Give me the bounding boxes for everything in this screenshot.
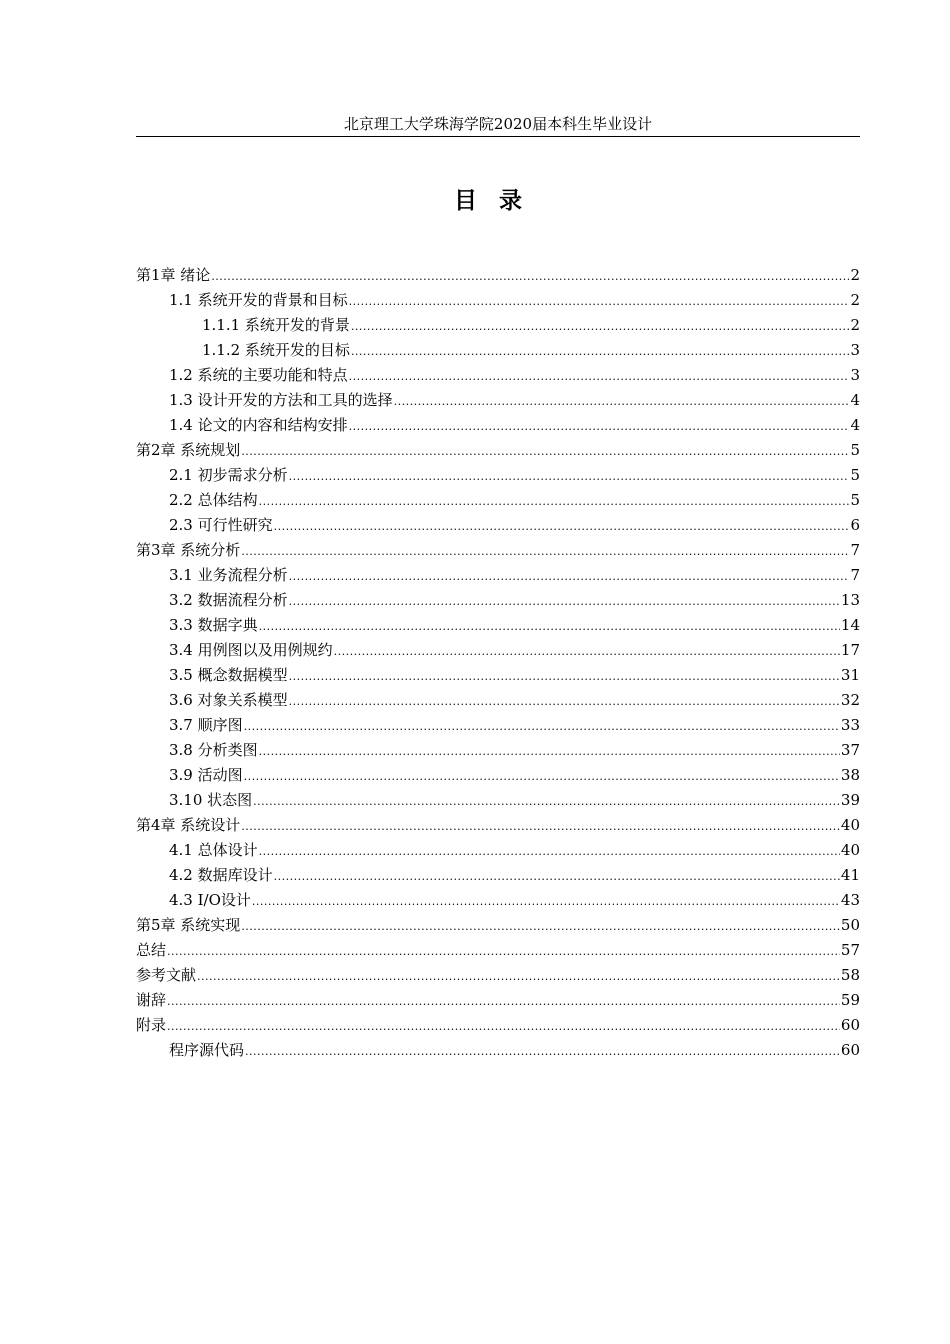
toc-entry[interactable]: [136, 788, 860, 813]
toc-entry-label: 3.8 分析类图: [169, 741, 258, 759]
toc-entry-label: 程序源代码: [169, 1041, 245, 1059]
toc-entry-label: 1.1 系统开发的背景和目标: [169, 291, 348, 309]
toc-dot-leader: [289, 664, 840, 689]
toc-entry[interactable]: [136, 688, 860, 713]
toc-entry-page-number: 13: [840, 591, 860, 609]
toc-entry-page-number: 5: [850, 466, 860, 484]
toc-entry-page-number: 33: [840, 716, 860, 734]
toc-dot-leader: [197, 964, 840, 989]
toc-entry[interactable]: [136, 288, 860, 313]
toc-entry-label: 2.1 初步需求分析: [169, 466, 288, 484]
toc-dot-leader: [241, 814, 840, 839]
toc-dot-leader: [241, 914, 840, 939]
toc-entry-page-number: 7: [850, 566, 860, 584]
toc-entry[interactable]: [136, 363, 860, 388]
toc-entry-page-number: 4: [850, 416, 860, 434]
running-title: 北京理工大学珠海学院2020届本科生毕业设计: [343, 115, 653, 133]
toc-entry-label: 3.1 业务流程分析: [169, 566, 288, 584]
toc-entry-page-number: 41: [840, 866, 860, 884]
toc-entry[interactable]: [136, 513, 860, 538]
toc-entry-page-number: 6: [850, 516, 860, 534]
toc-entry-label: 2.3 可行性研究: [169, 516, 273, 534]
toc-entry-page-number: 59: [840, 991, 860, 1009]
toc-entry[interactable]: [136, 563, 860, 588]
toc-entry[interactable]: [136, 713, 860, 738]
toc-entry-page-number: 32: [840, 691, 860, 709]
toc-entry-page-number: 17: [840, 641, 860, 659]
toc-entry-label: 谢辞: [136, 991, 167, 1009]
toc-entry-page-number: 50: [840, 916, 860, 934]
toc-entry-label: 第5章 系统实现: [136, 916, 241, 934]
toc-dot-leader: [351, 339, 850, 364]
toc-entry[interactable]: [136, 263, 860, 288]
toc-entry-label: 4.3 I/O设计: [169, 891, 251, 909]
toc-entry-label: 第3章 系统分析: [136, 541, 241, 559]
toc-entry-label: 3.4 用例图以及用例规约: [169, 641, 333, 659]
toc-entry[interactable]: [136, 488, 860, 513]
toc-entry-page-number: 60: [840, 1016, 860, 1034]
toc-dot-leader: [241, 539, 849, 564]
toc-dot-leader: [334, 639, 840, 664]
toc-entry[interactable]: [136, 588, 860, 613]
toc-entry-page-number: 3: [850, 341, 860, 359]
toc-dot-leader: [244, 764, 840, 789]
toc-entry-page-number: 5: [850, 491, 860, 509]
toc-entry-page-number: 2: [850, 266, 860, 284]
toc-entry[interactable]: [136, 413, 860, 438]
toc-entry[interactable]: [136, 913, 860, 938]
toc-entry[interactable]: [136, 638, 860, 663]
toc-entry-page-number: 43: [840, 891, 860, 909]
toc-entry-page-number: 40: [840, 816, 860, 834]
toc-entry-page-number: 14: [840, 616, 860, 634]
toc-entry-page-number: 40: [840, 841, 860, 859]
table-of-contents: [136, 263, 860, 1063]
toc-dot-leader: [241, 439, 849, 464]
toc-dot-leader: [394, 389, 850, 414]
toc-dot-leader: [274, 864, 840, 889]
toc-entry[interactable]: [136, 313, 860, 338]
toc-entry[interactable]: [136, 463, 860, 488]
toc-dot-leader: [167, 939, 840, 964]
toc-entry-label: 第4章 系统设计: [136, 816, 241, 834]
toc-dot-leader: [167, 1014, 840, 1039]
toc-entry-label: 3.2 数据流程分析: [169, 591, 288, 609]
toc-entry-label: 1.1.1 系统开发的背景: [202, 316, 350, 334]
toc-entry-label: 1.4 论文的内容和结构安排: [169, 416, 348, 434]
toc-entry-page-number: 60: [840, 1041, 860, 1059]
toc-entry[interactable]: [136, 838, 860, 863]
toc-entry[interactable]: [136, 938, 860, 963]
page-header: [136, 114, 860, 137]
toc-entry-label: 4.2 数据库设计: [169, 866, 273, 884]
toc-entry-label: 3.9 活动图: [169, 766, 243, 784]
toc-entry-label: 3.6 对象关系模型: [169, 691, 288, 709]
toc-dot-leader: [259, 489, 850, 514]
toc-entry[interactable]: [136, 813, 860, 838]
toc-entry[interactable]: [136, 1013, 860, 1038]
toc-dot-leader: [274, 514, 850, 539]
toc-dot-leader: [211, 264, 849, 289]
toc-entry-page-number: 7: [850, 541, 860, 559]
toc-entry[interactable]: [136, 738, 860, 763]
toc-dot-leader: [167, 989, 840, 1014]
toc-dot-leader: [259, 739, 840, 764]
toc-entry-page-number: 5: [850, 441, 860, 459]
toc-entry-label: 2.2 总体结构: [169, 491, 258, 509]
toc-entry-page-number: 31: [840, 666, 860, 684]
toc-dot-leader: [289, 464, 850, 489]
toc-dot-leader: [349, 414, 850, 439]
toc-dot-leader: [289, 689, 840, 714]
toc-dot-leader: [244, 714, 840, 739]
toc-entry[interactable]: [136, 1038, 860, 1063]
toc-entry-label: 附录: [136, 1016, 167, 1034]
toc-dot-leader: [289, 564, 850, 589]
toc-entry-label: 1.3 设计开发的方法和工具的选择: [169, 391, 393, 409]
toc-entry-page-number: 4: [850, 391, 860, 409]
toc-entry-label: 4.1 总体设计: [169, 841, 258, 859]
toc-entry-label: 3.3 数据字典: [169, 616, 258, 634]
toc-entry-label: 1.1.2 系统开发的目标: [202, 341, 350, 359]
toc-entry-page-number: 2: [850, 316, 860, 334]
toc-entry[interactable]: [136, 538, 860, 563]
toc-dot-leader: [349, 289, 850, 314]
page-title: 目录: [454, 188, 544, 214]
toc-entry-page-number: 57: [840, 941, 860, 959]
toc-dot-leader: [351, 314, 850, 339]
toc-entry-page-number: 39: [840, 791, 860, 809]
toc-entry[interactable]: [136, 963, 860, 988]
toc-dot-leader: [245, 1039, 840, 1064]
toc-entry-page-number: 58: [840, 966, 860, 984]
toc-entry-page-number: 38: [840, 766, 860, 784]
toc-dot-leader: [253, 789, 840, 814]
toc-entry-label: 第2章 系统规划: [136, 441, 241, 459]
toc-dot-leader: [349, 364, 850, 389]
toc-entry-label: 第1章 绪论: [136, 266, 211, 284]
toc-entry[interactable]: [136, 338, 860, 363]
toc-entry-label: 3.7 顺序图: [169, 716, 243, 734]
toc-entry-label: 3.10 状态图: [169, 791, 253, 809]
toc-entry-label: 1.2 系统的主要功能和特点: [169, 366, 348, 384]
toc-entry-label: 总结: [136, 941, 167, 959]
toc-entry[interactable]: [136, 763, 860, 788]
toc-dot-leader: [259, 614, 840, 639]
toc-entry[interactable]: [136, 613, 860, 638]
toc-dot-leader: [289, 589, 840, 614]
toc-entry[interactable]: [136, 863, 860, 888]
toc-entry-label: 参考文献: [136, 966, 197, 984]
toc-entry[interactable]: [136, 988, 860, 1013]
toc-entry-label: 3.5 概念数据模型: [169, 666, 288, 684]
toc-entry-page-number: 3: [850, 366, 860, 384]
toc-entry[interactable]: [136, 888, 860, 913]
toc-entry-page-number: 2: [850, 291, 860, 309]
toc-entry[interactable]: [136, 438, 860, 463]
toc-dot-leader: [259, 839, 840, 864]
toc-entry-page-number: 37: [840, 741, 860, 759]
toc-entry[interactable]: [136, 388, 860, 413]
toc-entry[interactable]: [136, 663, 860, 688]
toc-dot-leader: [252, 889, 840, 914]
